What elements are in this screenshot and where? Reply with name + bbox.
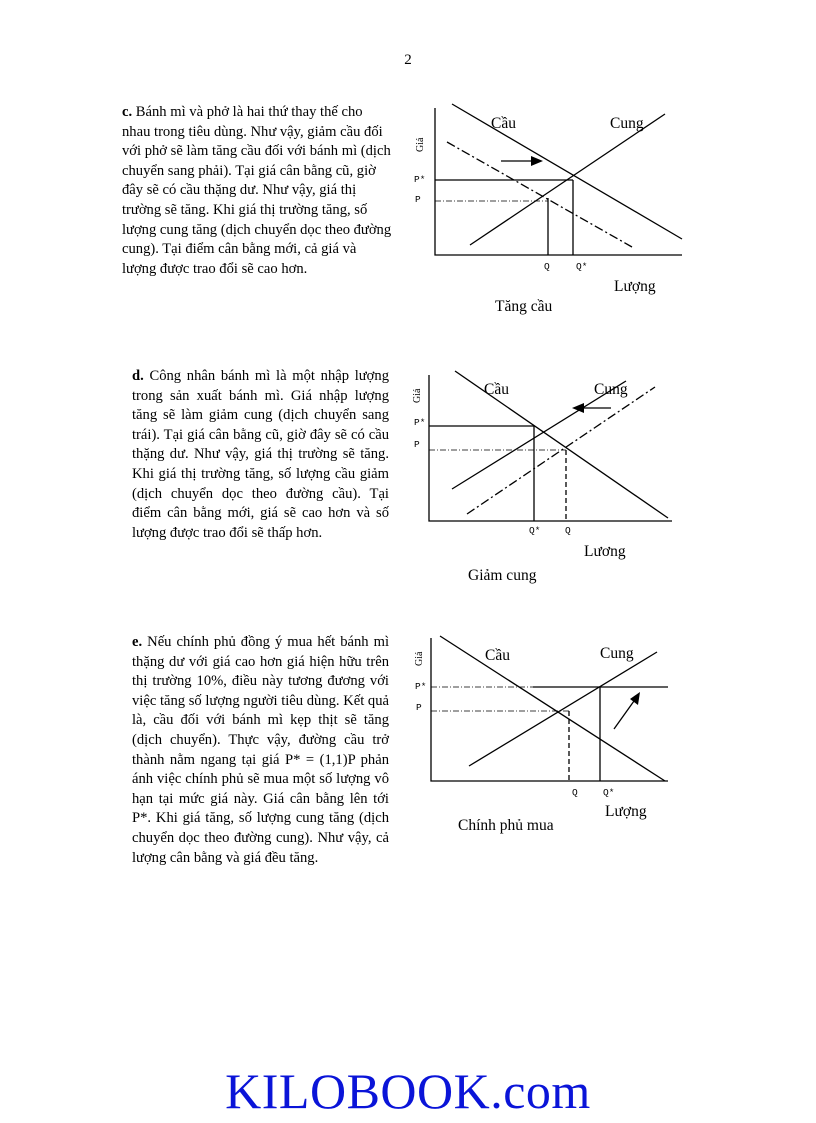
figure-c-caption: Tăng cầu [495, 298, 553, 315]
figure-e-old-quantity-label: Q [572, 787, 578, 798]
figure-c-supply-label: Cung [610, 115, 644, 132]
section-marker-e: e. [132, 634, 143, 650]
figure-c-new-price-label: P* [414, 174, 426, 185]
figure-d-supply-label: Cung [594, 381, 628, 398]
paragraph-d-text: Công nhân bánh mì là một nhập lượng trong sản xuất bánh mì. Giá nhập lượng tăng sẽ làm giảm cung (dịch chuyển sang trái). Tại giá cân bằng cũ, giờ đây sẽ có cầu thặng dư. Như vậy, giá thị trường sẽ tăng. Khi giá thị trường tăng, số lượng cầu giảm (dịch chuyển dọc theo đường cầu). Tại điểm cân bằng mới, giá sẽ cao hơn và số lượng được trao đổi sẽ thấp hơn. [132, 368, 389, 541]
figure-e-old-price-label: P [416, 702, 422, 713]
figure-e-shift-arrowhead [630, 692, 640, 705]
figure-c-y-axis-label: Giá [415, 137, 426, 152]
figure-e-shift-arrow [614, 701, 634, 729]
figure-c-new-quantity-label: Q* [576, 261, 588, 272]
figure-d-new-price-label: P* [414, 417, 426, 428]
figure-c-old-price-label: P [415, 194, 421, 205]
section-marker-c: c. [122, 104, 133, 120]
figure-d-old-quantity-label: Q [565, 525, 571, 536]
figure-e-caption: Chính phủ mua [458, 817, 554, 834]
figure-d-y-axis-label: Giá [412, 388, 423, 403]
section-marker-d: d. [132, 368, 144, 384]
figure-e-new-quantity-label: Q* [603, 787, 615, 798]
watermark-footer[interactable]: KILOBOOK.com [225, 1063, 591, 1119]
figure-e-supply-label: Cung [600, 645, 634, 662]
figure-d-old-price-label: P [414, 439, 420, 450]
figure-d-caption: Giảm cung [468, 567, 537, 584]
paragraph-e-text: Nếu chính phủ đồng ý mua hết bánh mì thặng dư với giá cao hơn giá hiện hữu trên thị trường 10%, điều này tương đương với việc tăng số lượng người tiêu dùng. Kết quả là, cầu đối với bánh mì kẹp thịt sẽ tăng (dịch chuyển). Thực vậy, đường cầu trở thành nằm ngang tại giá P* = (1,1)P phản ánh việc chính phủ sẽ mua một số lượng vô hạn tại mức giá này. Giá cân bằng lên tới P*. Khi giá tăng, số lượng cung tăng (dịch chuyển dọc theo đường cung). Như vậy, cả lượng cân bằng và giá đều tăng. [132, 634, 390, 866]
paragraph-c-text: Bánh mì và phở là hai thứ thay thế cho nhau trong tiêu dùng. Như vậy, giảm cầu đối với phở sẽ làm tăng cầu đối với bánh mì (dịch chuyển sang phải). Tại giá cân bằng cũ, giờ đây sẽ có cầu thặng dư. Như vậy, giá thị trường sẽ tăng. Khi giá thị trường tăng, số lượng cung tăng (dịch chuyển dọc theo đường cung). Tại điểm cân bằng mới, cả giá và lượng được trao đổi sẽ cao hơn. [122, 104, 392, 277]
figure-e-y-axis-label: Giá [414, 651, 425, 666]
figure-e-new-price-label: P* [415, 681, 427, 692]
figure-e-x-axis-label: Lượng [605, 803, 647, 820]
figure-d-x-axis-label: Lương [584, 543, 626, 560]
figure-d-demand-label: Cầu [484, 381, 509, 398]
page-number: 2 [404, 52, 412, 68]
figure-c-x-axis-label: Lượng [614, 278, 656, 295]
figure-e-demand-label: Cầu [485, 647, 510, 664]
figure-c-old-quantity-label: Q [544, 261, 550, 272]
figure-c-demand-label: Cầu [491, 115, 516, 132]
figure-d-new-quantity-label: Q* [529, 525, 541, 536]
